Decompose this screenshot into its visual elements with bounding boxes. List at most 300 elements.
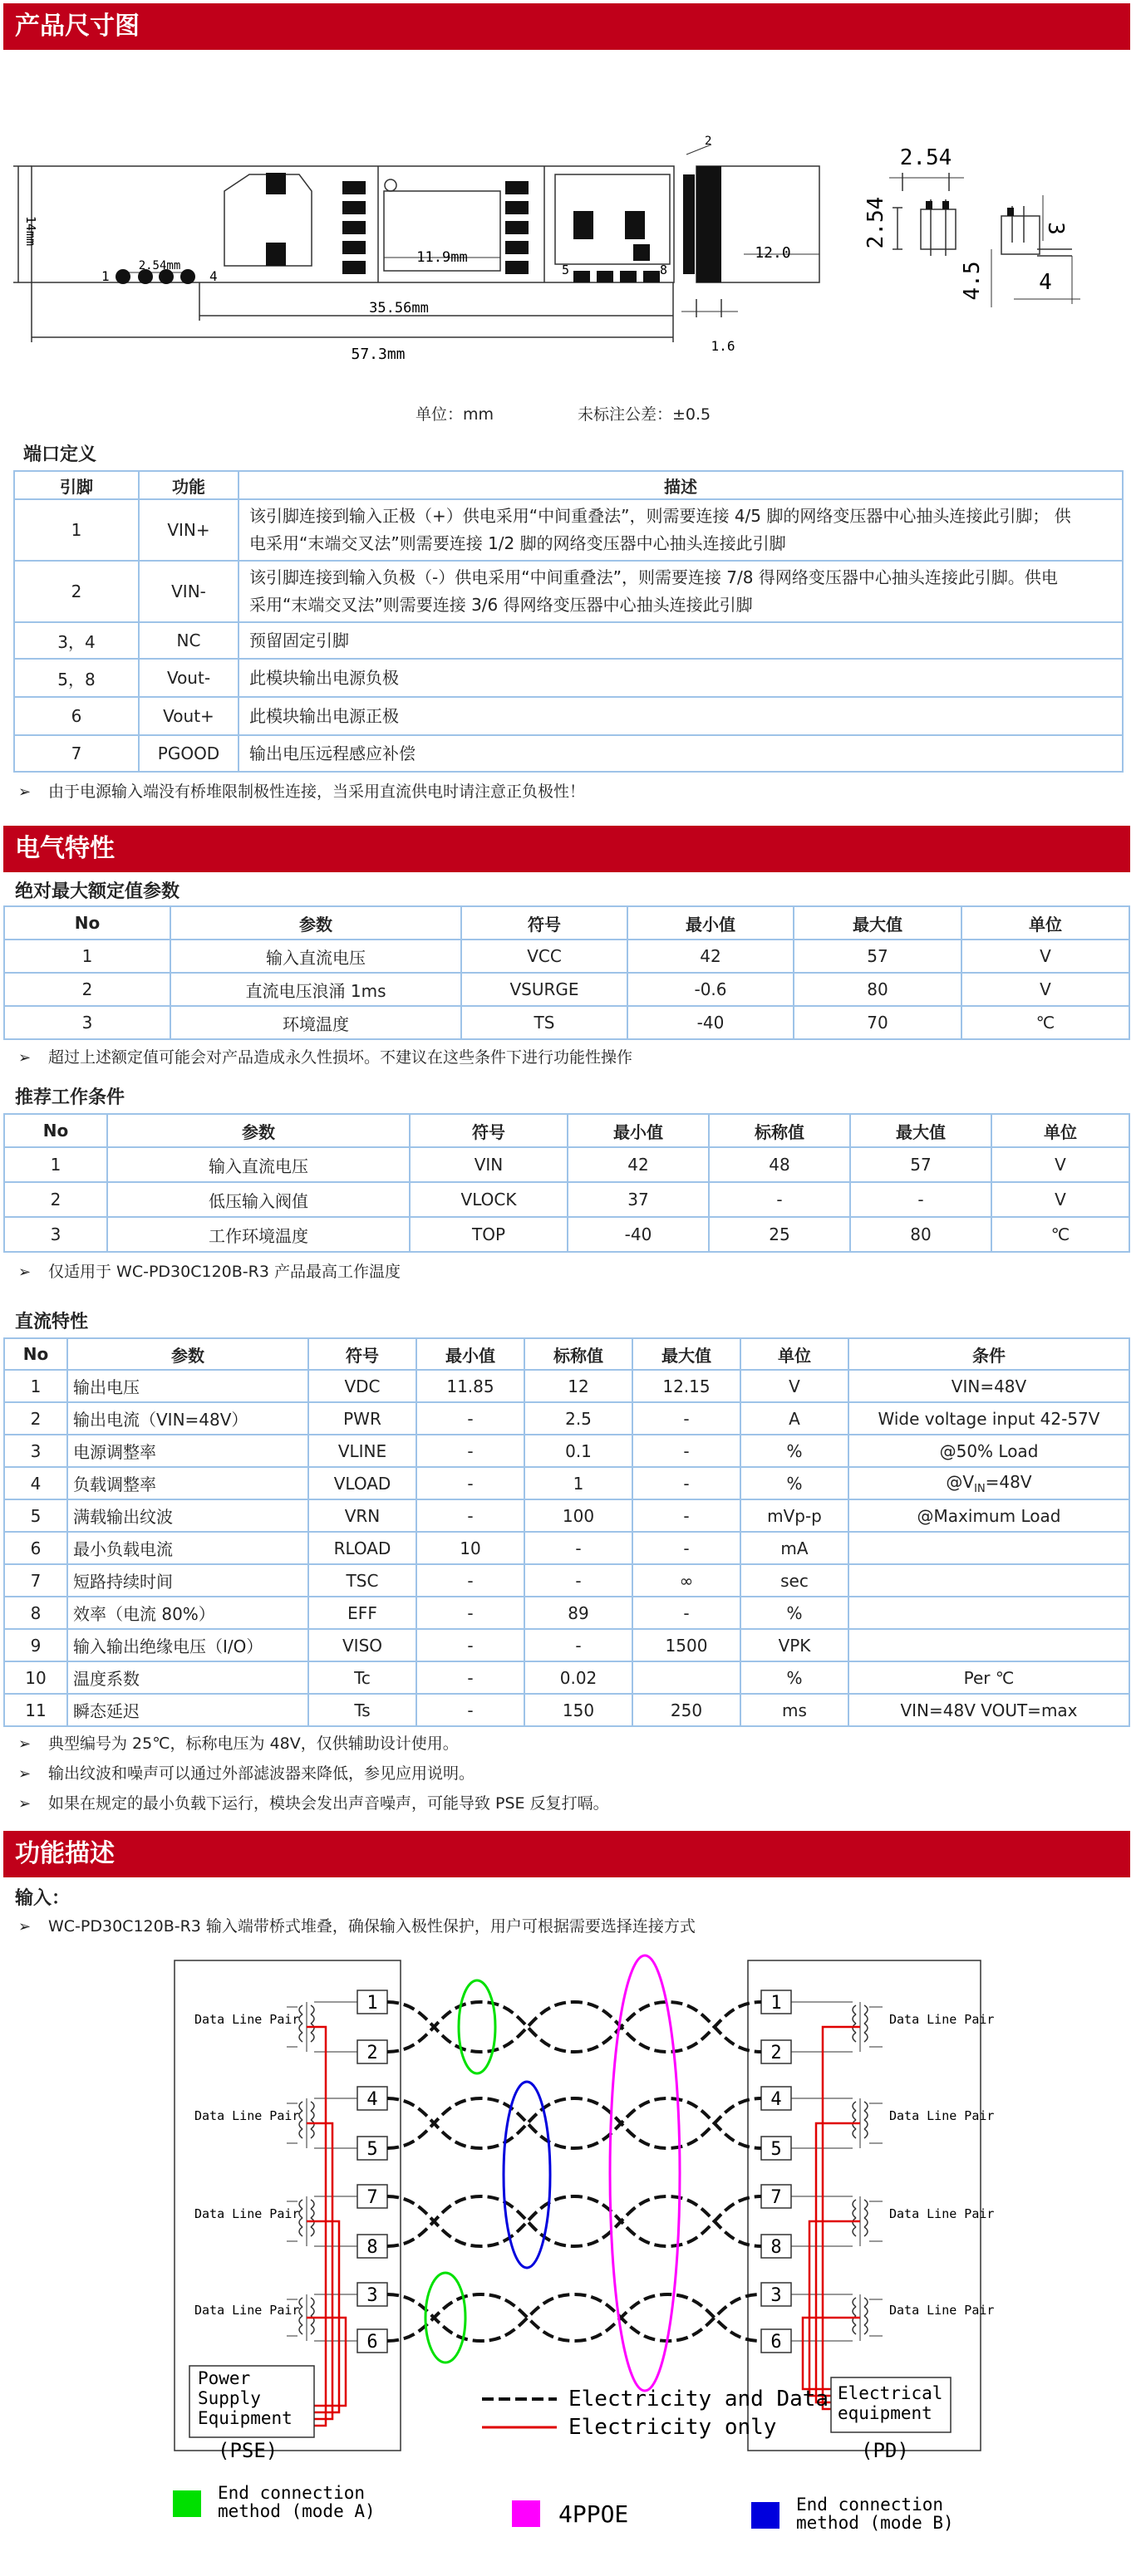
cell: 输出电压 [67, 1370, 308, 1402]
side-dim-3: 3 [1043, 222, 1068, 235]
cell: - [524, 1629, 632, 1661]
cell: - [416, 1629, 524, 1661]
dimension-drawing [0, 125, 1136, 366]
note-text: 由于电源输入端没有桥堆限制极性连接，当采用直流供电时请注意正负极性！ [48, 783, 586, 801]
pse-equipment-text: Supply [198, 2388, 261, 2408]
cell: - [416, 1467, 524, 1499]
col-unit: 单位 [991, 1114, 1129, 1147]
cell: 瞬态延迟 [67, 1694, 308, 1726]
twisted-wire [387, 2002, 761, 2052]
cell: 25 [709, 1217, 850, 1252]
input-note [18, 1914, 696, 1936]
table-row [4, 1147, 1129, 1182]
cell-func: NC [139, 622, 239, 659]
pd-pin-number: 3 [770, 2285, 782, 2306]
table-row [4, 1629, 1129, 1661]
table-row [14, 622, 1123, 659]
twisted-wire [387, 2196, 761, 2246]
cell: 11 [4, 1694, 67, 1726]
pse-pin-number: 7 [366, 2187, 378, 2208]
pse-pin-number: 6 [366, 2332, 378, 2353]
pse-pin-number: 3 [366, 2285, 378, 2306]
mode-b-text: method (mode B) [796, 2513, 954, 2533]
legend-data-text: Electricity and Data [568, 2387, 829, 2412]
cell: 10 [4, 1661, 67, 1694]
pse-equipment-text: Power [198, 2368, 251, 2388]
cell-func: PGOOD [139, 735, 239, 772]
cell: % [740, 1435, 848, 1467]
pd-pair-label: Data Line Pair [889, 2108, 995, 2123]
cell [848, 1564, 1129, 1597]
dim-16: 1.6 [711, 338, 735, 354]
cell: 37 [568, 1182, 709, 1217]
dim-119mm: 11.9mm [416, 249, 468, 266]
cell: 2 [4, 1402, 67, 1435]
pin-label-4: 4 [209, 268, 218, 284]
pd-transformer-coil [853, 2120, 856, 2129]
pd-transformer-coil [853, 2033, 856, 2042]
pse-transformer-coil [311, 2325, 314, 2334]
arrow-icon: ➢ [18, 1795, 32, 1813]
col-symbol: 符号 [308, 1338, 416, 1370]
cell: 150 [524, 1694, 632, 1726]
twisted-wire [387, 2294, 761, 2341]
input-title: 输入： [15, 1888, 71, 1909]
desc-line: 电采用“末端交叉法”则需要连接 1/2 脚的网络变压器中心抽头连接此引脚 [249, 533, 786, 553]
col-max: 最大值 [794, 906, 961, 940]
mode-b-ellipse [504, 2082, 550, 2268]
pd-transformer-coil [864, 2102, 868, 2111]
port-def-table [13, 470, 1124, 773]
cell-desc [239, 499, 1123, 561]
table-row [4, 1532, 1129, 1564]
cell: 10 [416, 1532, 524, 1564]
pse-transformer-coil [299, 2227, 302, 2236]
cell: VISO [308, 1629, 416, 1661]
pse-pin-number: 2 [366, 2043, 378, 2063]
abs-max-note [18, 1045, 632, 1067]
col-unit: 单位 [740, 1338, 848, 1370]
pin-label-8: 8 [660, 263, 668, 277]
poe-wiring-diagram [0, 1944, 1136, 2575]
cell: - [416, 1694, 524, 1726]
cell: 1 [524, 1467, 632, 1499]
cell: 短路持续时间 [67, 1564, 308, 1597]
twisted-wire [387, 2098, 761, 2148]
cell-desc: 预留固定引脚 [239, 622, 1123, 659]
cell: V [961, 973, 1129, 1006]
cell: - [416, 1435, 524, 1467]
pse-transformer-coil [311, 2111, 314, 2120]
cell: PWR [308, 1402, 416, 1435]
col-max: 最大值 [850, 1114, 991, 1147]
mode-b-swatch [751, 2502, 779, 2529]
dim-254mm: 2.54mm [138, 259, 181, 272]
cell: V [961, 940, 1129, 973]
table-row [4, 1006, 1129, 1039]
cell: ms [740, 1694, 848, 1726]
cell: - [709, 1182, 850, 1217]
cell-pin: 3，4 [14, 622, 139, 659]
cell: % [740, 1661, 848, 1694]
cell: 42 [627, 940, 794, 973]
pd-pin-number: 4 [770, 2089, 782, 2110]
pd-pair-label: Data Line Pair [889, 2206, 995, 2221]
col-max: 最大值 [632, 1338, 740, 1370]
cond-text: =48V [985, 1471, 1032, 1492]
cell-desc [239, 561, 1123, 622]
cell: 9 [4, 1629, 67, 1661]
pse-transformer-coil [311, 2218, 314, 2227]
dim-573mm: 57.3mm [351, 346, 406, 363]
table-row [4, 1370, 1129, 1402]
mode-a-ellipse-2 [425, 2273, 465, 2363]
col-unit: 单位 [961, 906, 1129, 940]
cell: 3 [4, 1006, 170, 1039]
cell: Tc [308, 1661, 416, 1694]
pse-transformer-coil [311, 2298, 314, 2307]
dim-2: 2 [705, 135, 712, 148]
mode-a-text: method (mode A) [218, 2501, 376, 2521]
cell: Wide voltage input 42-57V [848, 1402, 1129, 1435]
cell-desc: 此模块输出电源正极 [239, 697, 1123, 735]
pse-transformer-coil [299, 2014, 302, 2024]
dc-title: 直流特性 [15, 1312, 89, 1332]
note-text: 超过上述额定值可能会对产品造成永久性损坏。不建议在这些条件下进行功能性操作 [48, 1048, 633, 1067]
table-row [4, 1661, 1129, 1694]
cell: 0.02 [524, 1661, 632, 1694]
cell-pin: 1 [14, 499, 139, 561]
pse-transformer-coil [299, 2005, 302, 2014]
cell: - [416, 1499, 524, 1532]
mode-4ppoe-ellipse [610, 1955, 680, 2391]
desc-line: 采用“末端交叉法”则需要连接 3/6 得网络变压器中心抽头连接此引脚 [249, 595, 753, 615]
dc-note-2 [18, 1761, 475, 1784]
pd-pair-line [869, 2201, 883, 2241]
twisted-wire [387, 2002, 761, 2052]
pse-transformer-coil [311, 2024, 314, 2033]
col-no: No [4, 1114, 107, 1147]
col-no: No [4, 1338, 67, 1370]
pse-transformer-coil [311, 2129, 314, 2138]
table-row [4, 940, 1129, 973]
pd-transformer-coil [853, 2005, 856, 2014]
cell: VPK [740, 1629, 848, 1661]
cell: - [416, 1661, 524, 1694]
cell-pin: 6 [14, 697, 139, 735]
twisted-wire [387, 2196, 761, 2246]
mode-a-ellipse-1 [459, 1980, 495, 2073]
pse-transformer-coil [299, 2024, 302, 2033]
cell-pin: 5，8 [14, 659, 139, 697]
pd-transformer-coil [853, 2200, 856, 2209]
pd-transformer-coil [864, 2298, 868, 2307]
cell: 温度系数 [67, 1661, 308, 1694]
col-param: 参数 [107, 1114, 410, 1147]
cell: VIN [410, 1147, 568, 1182]
dc-note-1 [18, 1731, 459, 1754]
cell [632, 1661, 740, 1694]
cond-text: @V [946, 1471, 975, 1492]
col-param: 参数 [170, 906, 461, 940]
cell: 89 [524, 1597, 632, 1629]
cell: - [524, 1532, 632, 1564]
cell-func: Vout+ [139, 697, 239, 735]
table-row [4, 1597, 1129, 1629]
tolerance-label: 未标注公差：±0.5 [578, 405, 711, 424]
pse-transformer-coil [311, 2005, 314, 2014]
col-condition: 条件 [848, 1338, 1129, 1370]
cell: 满载输出纹波 [67, 1499, 308, 1532]
pd-transformer-coil [864, 2218, 868, 2227]
cell: sec [740, 1564, 848, 1597]
abs-max-title: 绝对最大额定值参数 [15, 881, 180, 902]
cell: 57 [850, 1147, 991, 1182]
recommended-note [18, 1259, 401, 1282]
pd-transformer-coil [853, 2227, 856, 2236]
cell: 输出电流（VIN=48V） [67, 1402, 308, 1435]
pd-pin-number: 5 [770, 2139, 782, 2160]
pse-transformer-coil [299, 2129, 302, 2138]
pin-label-5: 5 [562, 263, 570, 277]
cell: 7 [4, 1564, 67, 1597]
cell-condition-vin [848, 1467, 1129, 1499]
mode-4ppoe-text: 4PPOE [558, 2500, 629, 2528]
pse-pair-label: Data Line Pair [194, 2012, 300, 2027]
pse-pin-number: 5 [366, 2139, 378, 2160]
table-row [4, 1467, 1129, 1499]
arrow-icon: ➢ [18, 1918, 32, 1936]
cell: RLOAD [308, 1532, 416, 1564]
cell: - [632, 1499, 740, 1532]
pse-transformer-coil [311, 2102, 314, 2111]
pd-equipment-text: equipment [838, 2403, 932, 2423]
pse-transformer-coil [299, 2102, 302, 2111]
pd-pair-line [869, 2007, 883, 2047]
pd-transformer-coil [864, 2129, 868, 2138]
mode-a-text: End connection [218, 2483, 366, 2503]
pd-transformer-coil [853, 2218, 856, 2227]
cell: Per ℃ [848, 1661, 1129, 1694]
pse-transformer-coil [311, 2307, 314, 2316]
pse-pair-label: Data Line Pair [194, 2206, 300, 2221]
cell: VDC [308, 1370, 416, 1402]
cell: 效率（电流 80%） [67, 1597, 308, 1629]
col-param: 参数 [67, 1338, 308, 1370]
cell: 48 [709, 1147, 850, 1182]
pin-label-1: 1 [101, 268, 110, 284]
pse-transformer-coil [311, 2120, 314, 2129]
cell: - [632, 1435, 740, 1467]
cell: VCC [461, 940, 627, 973]
cell: - [632, 1532, 740, 1564]
cell: - [416, 1597, 524, 1629]
twisted-wire [387, 2294, 761, 2341]
pd-transformer-coil [853, 2014, 856, 2024]
table-row [4, 1402, 1129, 1435]
arrow-icon: ➢ [18, 1049, 32, 1067]
pse-pin-number: 1 [366, 1993, 378, 2014]
col-min: 最小值 [416, 1338, 524, 1370]
arrow-icon: ➢ [18, 1735, 32, 1753]
cell: 70 [794, 1006, 961, 1039]
table-row [4, 973, 1129, 1006]
pd-pin-number: 6 [770, 2332, 782, 2353]
table-row [14, 561, 1123, 622]
col-description: 描述 [239, 471, 1123, 499]
pse-transformer-coil [311, 2033, 314, 2042]
pse-transformer-coil [299, 2316, 302, 2325]
pse-transformer-coil [299, 2298, 302, 2307]
cell: 12.15 [632, 1370, 740, 1402]
cell: V [991, 1182, 1129, 1217]
side-dim-254-top: 2.54 [899, 145, 952, 170]
pd-transformer-coil [864, 2014, 868, 2024]
cell: 5 [4, 1499, 67, 1532]
pse-transformer-coil [299, 2111, 302, 2120]
cell: VIN=48V VOUT=max [848, 1694, 1129, 1726]
cell: - [524, 1564, 632, 1597]
cell: @50% Load [848, 1435, 1129, 1467]
desc-line: 该引脚连接到输入负极（-）供电采用“中间重叠法”，则需要连接 7/8 得网络变压器中心抽头连接此引脚。供电 [249, 567, 1058, 587]
recommended-title: 推荐工作条件 [15, 1087, 125, 1108]
cond-sub: IN [974, 1482, 986, 1495]
section-title-electrical: 电气特性 [3, 826, 1130, 872]
cell: 0.1 [524, 1435, 632, 1467]
twisted-wire [387, 2098, 761, 2148]
side-dim-4: 4 [1039, 270, 1052, 295]
pse-transformer-coil [299, 2218, 302, 2227]
col-pin: 引脚 [14, 471, 139, 499]
cell: 3 [4, 1217, 107, 1252]
cell: mA [740, 1532, 848, 1564]
cell: EFF [308, 1597, 416, 1629]
pd-pin-number: 7 [770, 2187, 782, 2208]
pd-transformer-coil [864, 2111, 868, 2120]
table-row [4, 1499, 1129, 1532]
cell: 1 [4, 1370, 67, 1402]
table-row [14, 659, 1123, 697]
pd-transformer-coil [864, 2024, 868, 2033]
pse-transformer-coil [311, 2200, 314, 2209]
pd-transformer-coil [864, 2227, 868, 2236]
side-dim-45: 4.5 [960, 261, 985, 301]
table-row [4, 1564, 1129, 1597]
pd-transformer-coil [864, 2005, 868, 2014]
pse-transformer-coil [299, 2325, 302, 2334]
cell: VRN [308, 1499, 416, 1532]
port-def-note [18, 779, 585, 802]
note-text: 典型编号为 25℃，标称电压为 48V，仅供辅助设计使用。 [48, 1735, 459, 1753]
cell [848, 1532, 1129, 1564]
pse-transformer-coil [299, 2200, 302, 2209]
cell: mVp-p [740, 1499, 848, 1532]
note-text: 如果在规定的最小负载下运行，模块会发出声音噪声，可能导致 PSE 反复打嗝。 [48, 1794, 609, 1813]
cell: 6 [4, 1532, 67, 1564]
cell: 2 [4, 1182, 107, 1217]
pd-transformer-coil [853, 2298, 856, 2307]
cell: 4 [4, 1467, 67, 1499]
mode-a-swatch [173, 2490, 201, 2517]
pse-transformer-coil [299, 2209, 302, 2218]
cell-pin: 7 [14, 735, 139, 772]
cell: 1 [4, 940, 170, 973]
pd-transformer-coil [853, 2307, 856, 2316]
pse-pair-label: Data Line Pair [194, 2303, 300, 2318]
cell: TOP [410, 1217, 568, 1252]
pd-power-line [823, 2027, 860, 2409]
cell: 最小负载电流 [67, 1532, 308, 1564]
cell: - [632, 1597, 740, 1629]
cell-desc: 此模块输出电源负极 [239, 659, 1123, 697]
pd-transformer-coil [853, 2209, 856, 2218]
cell: 12 [524, 1370, 632, 1402]
pd-pair-label: Data Line Pair [889, 2303, 995, 2318]
table-row [14, 499, 1123, 561]
cell: VLOCK [410, 1182, 568, 1217]
cell: -40 [627, 1006, 794, 1039]
port-def-title: 端口定义 [23, 444, 97, 465]
cell: 42 [568, 1147, 709, 1182]
cell: 直流电压浪涌 1ms [170, 973, 461, 1006]
col-nominal: 标称值 [709, 1114, 850, 1147]
table-row [4, 1182, 1129, 1217]
cell: A [740, 1402, 848, 1435]
pd-pair-label: Data Line Pair [889, 2012, 995, 2027]
pd-transformer-coil [864, 2033, 868, 2042]
cell: % [740, 1597, 848, 1629]
cell [848, 1629, 1129, 1661]
col-min: 最小值 [627, 906, 794, 940]
cell: - [850, 1182, 991, 1217]
pd-transformer-coil [864, 2120, 868, 2129]
section-title-function: 功能描述 [3, 1831, 1130, 1877]
cell: TSC [308, 1564, 416, 1597]
cell [848, 1597, 1129, 1629]
pse-pin-number: 4 [366, 2089, 378, 2110]
pd-pin-number: 1 [770, 1993, 782, 2014]
cell: -0.6 [627, 973, 794, 1006]
cell: 环境温度 [170, 1006, 461, 1039]
pse-pin-number: 8 [366, 2237, 378, 2258]
dim-14mm: 14mm [23, 215, 38, 247]
pd-pair-line [869, 2299, 883, 2336]
cell-func: Vout- [139, 659, 239, 697]
pd-label: (PD) [861, 2439, 909, 2462]
cell: VSURGE [461, 973, 627, 1006]
note-text: 仅适用于 WC-PD30C120B-R3 产品最高工作温度 [48, 1263, 401, 1281]
col-function: 功能 [139, 471, 239, 499]
col-symbol: 符号 [410, 1114, 568, 1147]
arrow-icon: ➢ [18, 1765, 32, 1783]
cell: - [632, 1402, 740, 1435]
cell: VLOAD [308, 1467, 416, 1499]
cell: @Maximum Load [848, 1499, 1129, 1532]
cell: 1500 [632, 1629, 740, 1661]
cell: 1 [4, 1147, 107, 1182]
cell: 57 [794, 940, 961, 973]
cell: - [416, 1564, 524, 1597]
pd-transformer-coil [853, 2325, 856, 2334]
cell: 电源调整率 [67, 1435, 308, 1467]
cell: V [740, 1370, 848, 1402]
arrow-icon: ➢ [18, 783, 32, 801]
table-row [14, 735, 1123, 772]
table-row [4, 1694, 1129, 1726]
mode-b-text: End connection [796, 2495, 944, 2515]
pd-transformer-coil [853, 2024, 856, 2033]
pse-equipment-text: Equipment [198, 2408, 293, 2428]
